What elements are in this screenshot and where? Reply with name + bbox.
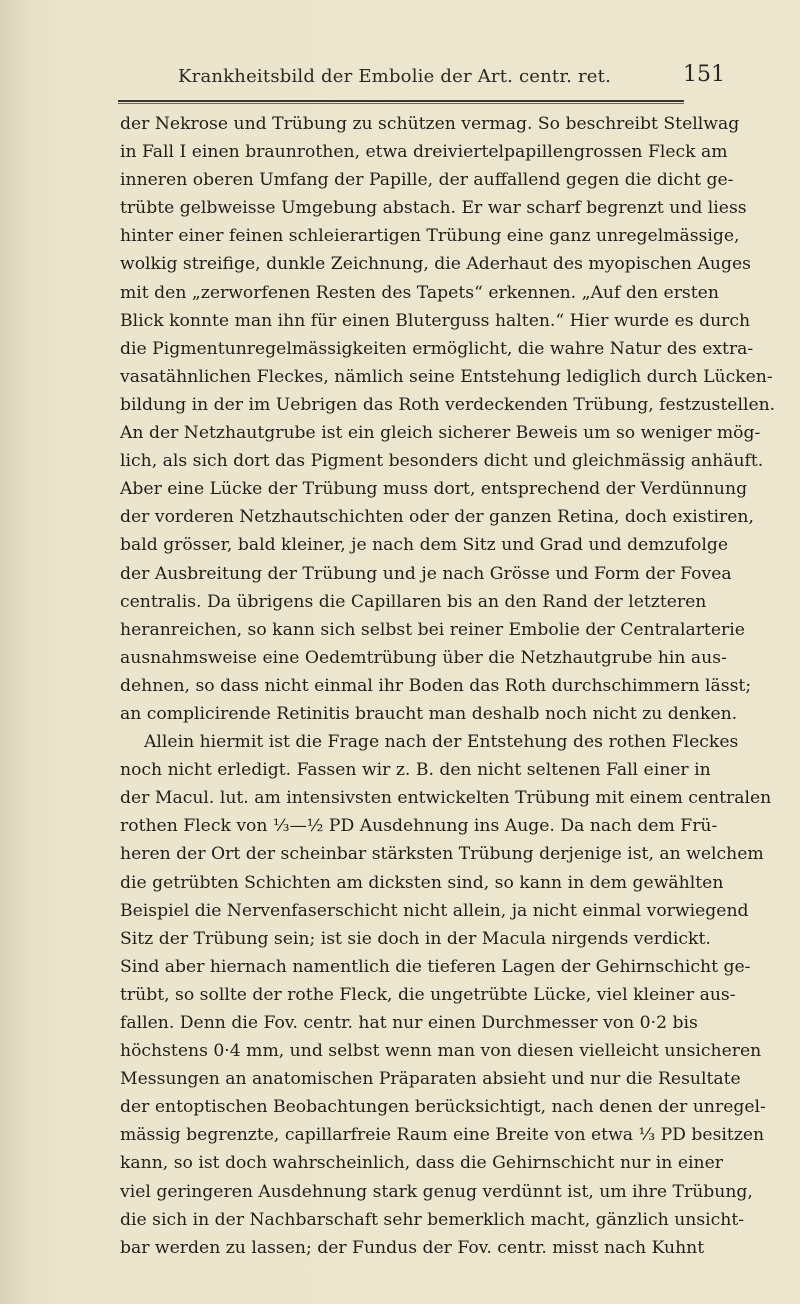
- text-line: der Nekrose und Trübung zu schützen vermag. So beschreibt Stellwag: [120, 114, 740, 134]
- text-line: vasatähnlichen Fleckes, nämlich seine Entstehung lediglich durch Lücken-: [120, 366, 773, 387]
- text-line: kann, so ist doch wahrscheinlich, dass die Gehirnschicht nur in einer: [120, 1153, 723, 1174]
- text-line: bald grösser, bald kleiner, je nach dem Sitz und Grad und demzufolge: [120, 535, 729, 556]
- text-line: der Ausbreitung der Trübung und je nach Grösse und Form der Fovea: [120, 563, 732, 584]
- text-line: der vorderen Netzhautschichten oder der ganzen Retina, doch existiren,: [120, 507, 754, 528]
- header-rule: [118, 100, 684, 102]
- text-line: Messungen an anatomischen Präparaten absieht und nur die Resultate: [120, 1069, 741, 1090]
- text-line: An der Netzhautgrube ist ein gleich sicherer Beweis um so weniger mög-: [120, 423, 761, 444]
- text-line: Beispiel die Nervenfaserschicht nicht allein, ja nicht einmal vorwiegend: [120, 900, 749, 921]
- text-line: der entoptischen Beobachtungen berücksichtigt, nach denen der unregel-: [120, 1097, 766, 1118]
- running-title: Krankheitsbild der Embolie der Art. centr. ret.: [178, 66, 612, 87]
- text-line: hinter einer feinen schleierartigen Trübung eine ganz unregelmässige,: [120, 226, 740, 247]
- text-line: der Macul. lut. am intensivsten entwickelten Trübung mit einem centralen: [120, 788, 772, 809]
- text-line: bar werden zu lassen; der Fundus der Fov. centr. misst nach Kuhnt: [120, 1237, 705, 1258]
- text-line: dehnen, so dass nicht einmal ihr Boden das Roth durchschimmern lässt;: [120, 675, 752, 696]
- running-head: [0, 58, 800, 98]
- text-line: trübte gelbweisse Umgebung abstach. Er war scharf begrenzt und liess: [120, 198, 747, 219]
- text-line: heranreichen, so kann sich selbst bei reiner Embolie der Centralarterie: [120, 619, 745, 640]
- text-line: in Fall I einen braunrothen, etwa dreiviertelpapillengrossen Fleck am: [120, 142, 728, 163]
- text-line: Aber eine Lücke der Trübung muss dort, entsprechend der Verdünnung: [120, 479, 748, 500]
- text-line: mit den „zerworfenen Resten des Tapets“ erkennen. „Auf den ersten: [120, 282, 719, 303]
- text-line: mässig begrenzte, capillarfreie Raum eine Breite von etwa ⅓ PD besitzen: [120, 1125, 765, 1146]
- text-line: Sitz der Trübung sein; ist sie doch in der Macula nirgends verdickt.: [120, 928, 711, 949]
- text-line: heren der Ort der scheinbar stärksten Trübung derjenige ist, an welchem: [120, 844, 764, 865]
- text-line: bildung in der im Uebrigen das Roth verdeckenden Trübung, festzustellen.: [120, 394, 776, 415]
- body-text: [120, 110, 776, 1262]
- header-rule-thin: [118, 103, 684, 104]
- text-line: trübt, so sollte der rothe Fleck, die ungetrübte Lücke, viel kleiner aus-: [120, 984, 736, 1005]
- text-line: Sind aber hiernach namentlich die tieferen Lagen der Gehirnschicht ge-: [120, 956, 751, 977]
- text-line: ausnahmsweise eine Oedemtrübung über die Netzhautgrube hin aus-: [120, 647, 727, 668]
- text-line: höchstens 0·4 mm, und selbst wenn man von diesen vielleicht unsicheren: [120, 1041, 762, 1062]
- text-line: lich, als sich dort das Pigment besonders dicht und gleichmässig anhäuft.: [120, 451, 764, 472]
- page-number: 151: [683, 62, 725, 87]
- text-line: noch nicht erledigt. Fassen wir z. B. den nicht seltenen Fall einer in: [120, 760, 711, 781]
- paragraph-start-line: Allein hiermit ist die Frage nach der Entstehung des rothen Fleckes: [144, 732, 739, 753]
- text-line: inneren oberen Umfang der Papille, der auffallend gegen die dicht ge-: [120, 170, 734, 191]
- text-line: die Pigmentunregelmässigkeiten ermöglicht, die wahre Natur des extra-: [120, 338, 754, 359]
- text-line: die sich in der Nachbarschaft sehr bemerklich macht, gänzlich unsicht-: [120, 1209, 745, 1230]
- text-line: die getrübten Schichten am dicksten sind, so kann in dem gewählten: [120, 872, 724, 893]
- text-line: fallen. Denn die Fov. centr. hat nur einen Durchmesser von 0·2 bis: [120, 1013, 698, 1033]
- paragraph-end-line: an complicirende Retinitis braucht man deshalb noch nicht zu denken.: [120, 703, 738, 724]
- text-line: wolkig streifige, dunkle Zeichnung, die Aderhaut des myopischen Auges: [120, 254, 751, 275]
- text-line: viel geringeren Ausdehnung stark genug verdünnt ist, um ihre Trübung,: [120, 1181, 753, 1202]
- text-line: Blick konnte man ihn für einen Bluterguss halten.“ Hier wurde es durch: [120, 310, 751, 331]
- text-line: centralis. Da übrigens die Capillaren bis an den Rand der letzteren: [120, 591, 707, 612]
- text-line: rothen Fleck von ⅓—½ PD Ausdehnung ins Auge. Da nach dem Frü-: [120, 816, 718, 837]
